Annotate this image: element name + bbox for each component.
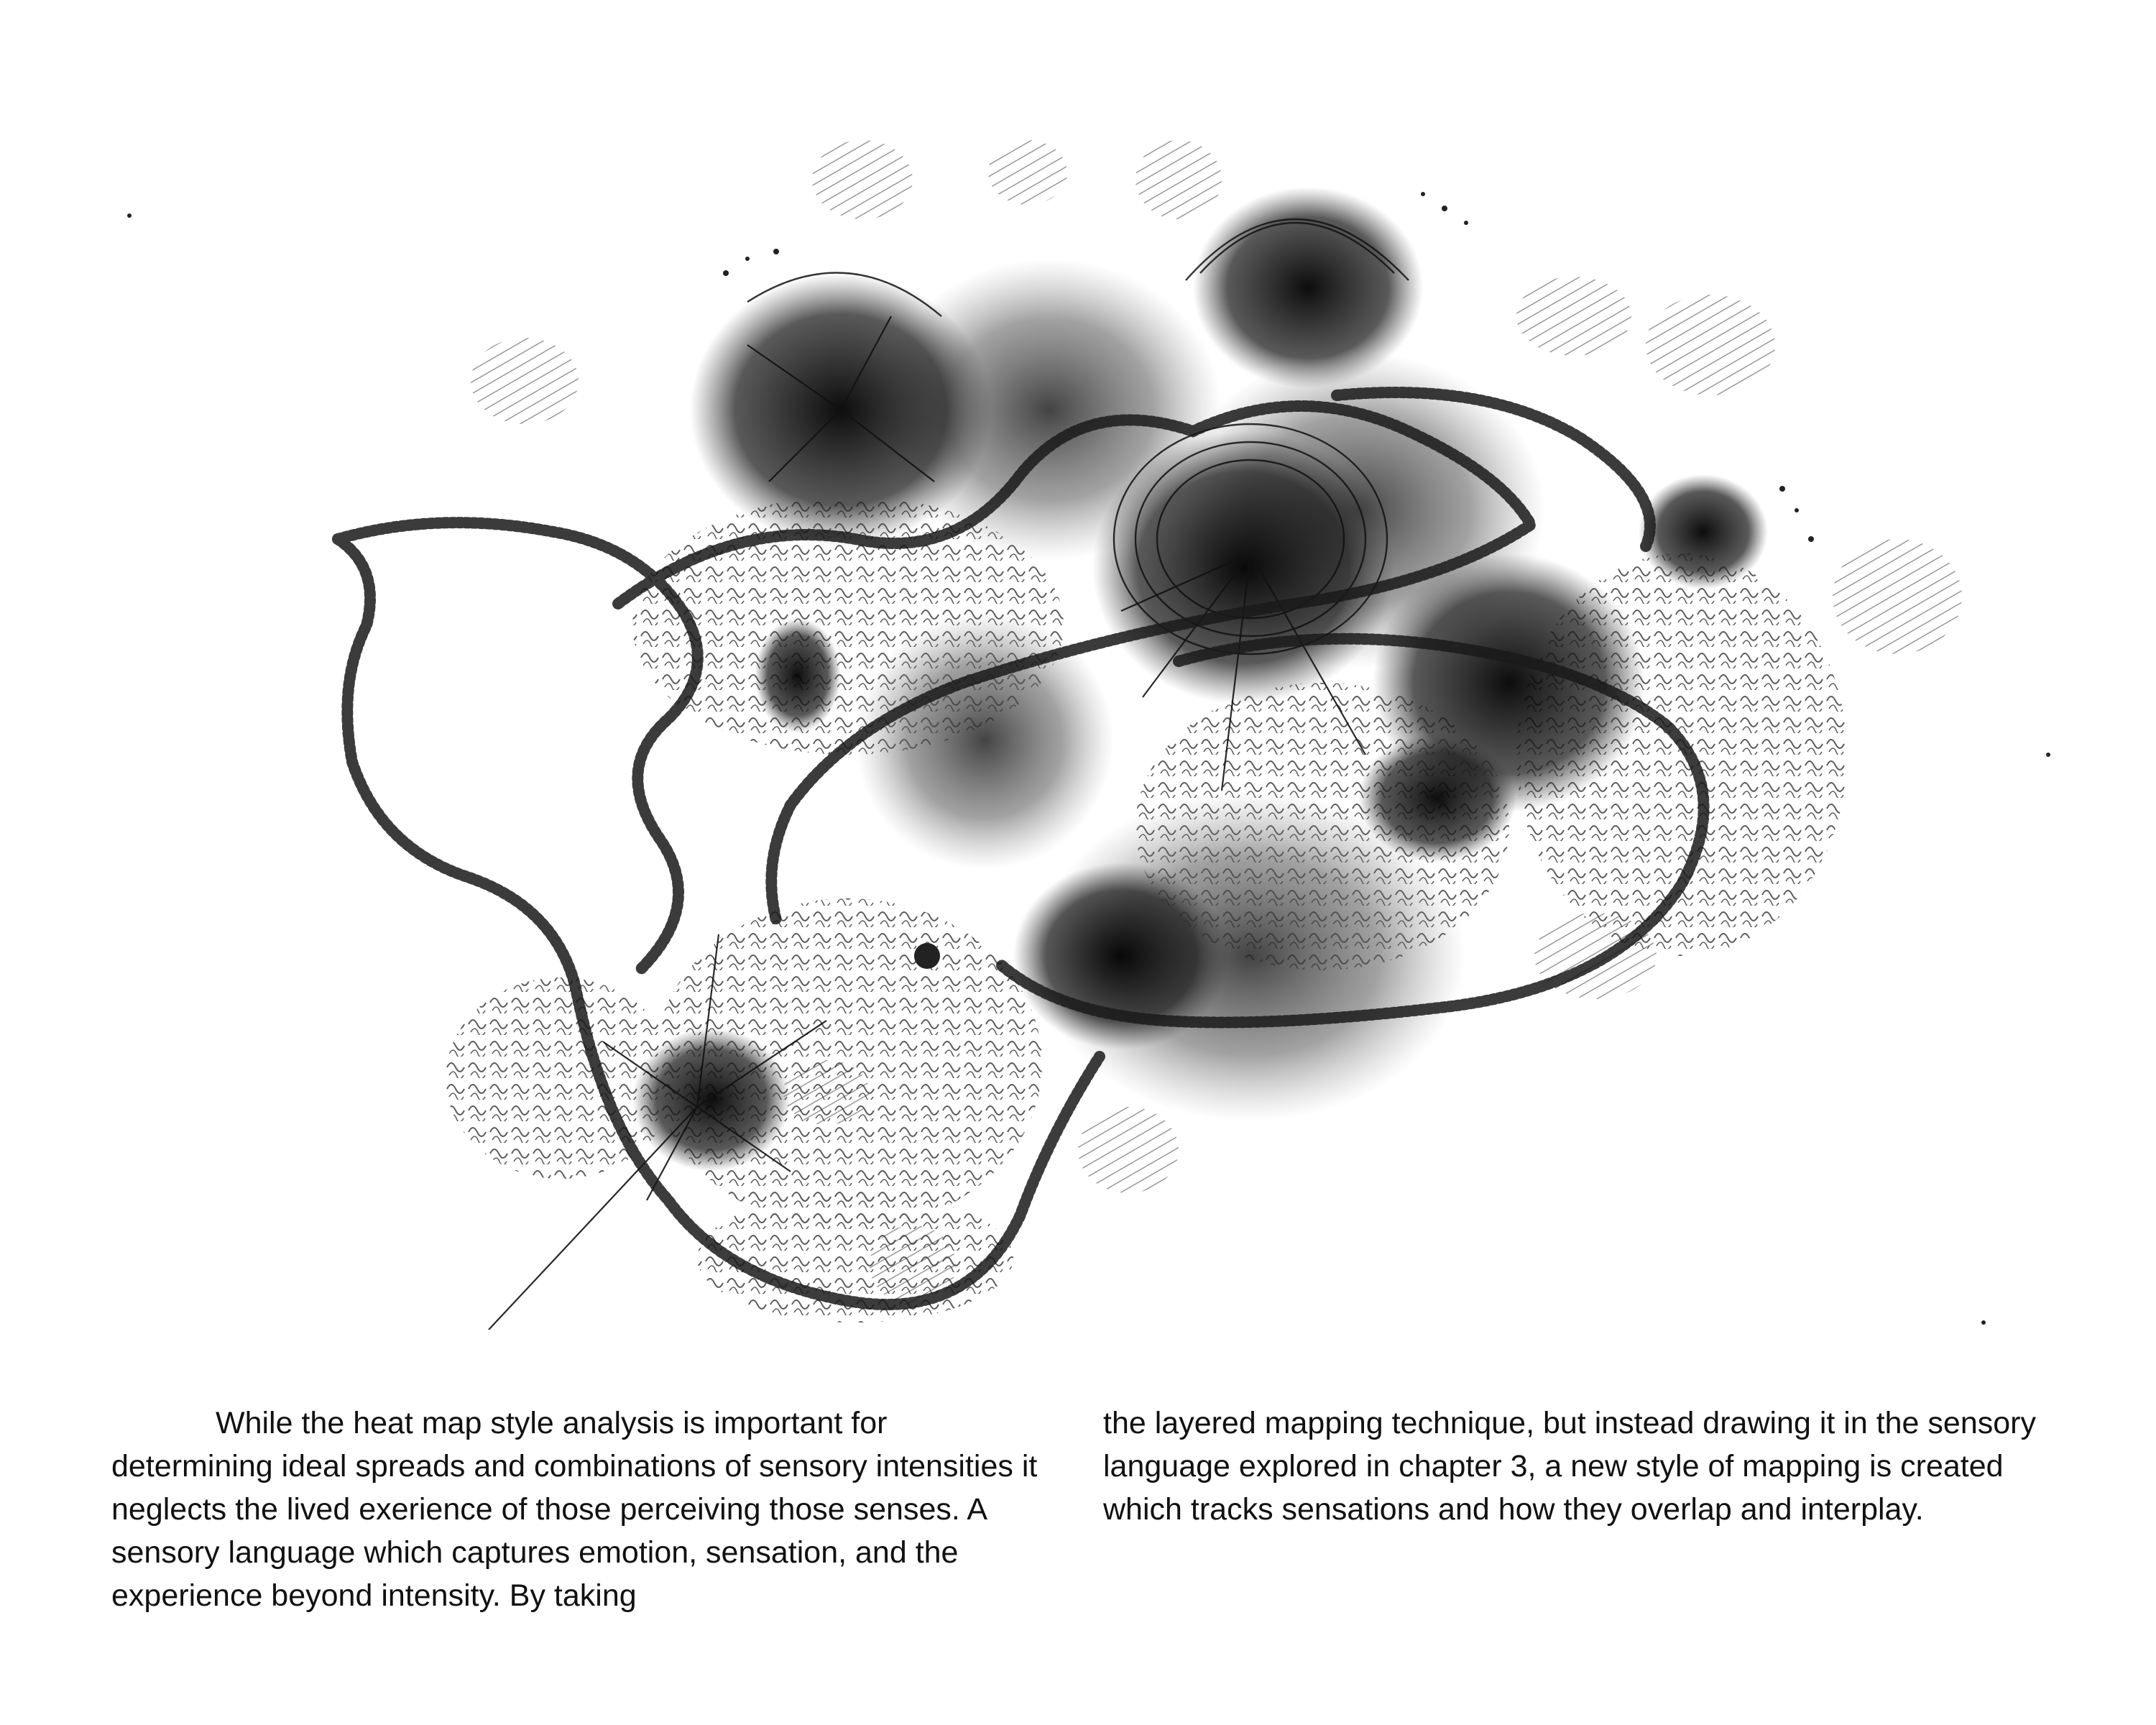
body-text-right: the layered mapping technique, but instead drawing it in the sensory language explored in chapter 3, a new style of mapping is created which tracks sensations and how they overlap and interplay. bbox=[1103, 1406, 2036, 1527]
body-text-left: While the heat map style analysis is important for determining ideal spreads and combinations of sensory intensities it neglects the lived exerience of those perceiving those senses. A sensory language which captures emotion, sensation, and the experience beyond intensity. By taking bbox=[111, 1406, 1038, 1613]
sensory-map-illustration bbox=[101, 108, 2099, 1330]
body-text-left-column bbox=[111, 1402, 1046, 1617]
body-text-right-column bbox=[1103, 1402, 2066, 1531]
